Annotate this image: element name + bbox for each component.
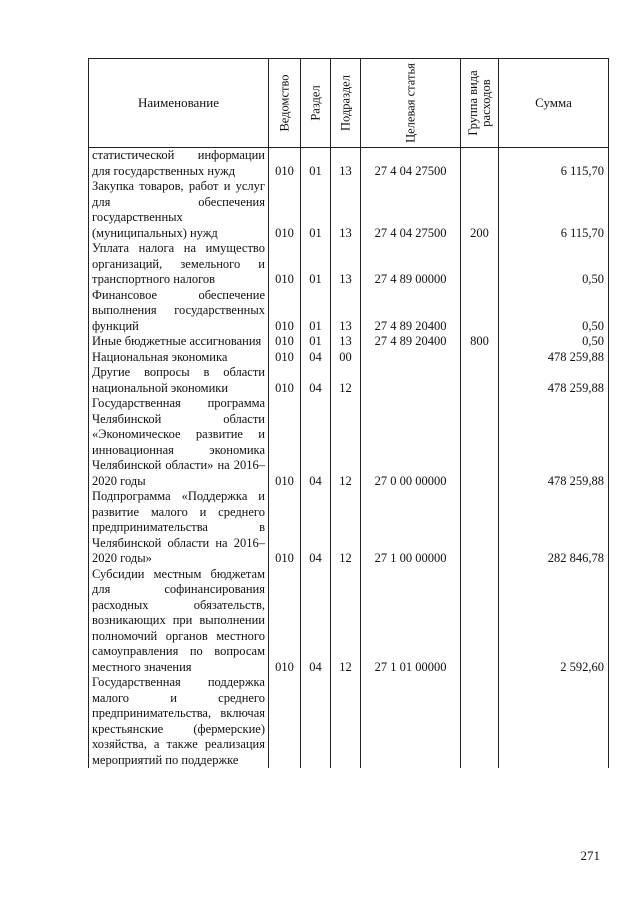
header-name: Наименование (89, 59, 269, 148)
row-name: Финансовое обеспечение выполнения государственных функций (89, 288, 269, 335)
table-row (89, 334, 609, 350)
row-group (461, 288, 499, 335)
table-row (89, 489, 609, 567)
row-subsection: 12 (331, 489, 361, 567)
row-subsection: 13 (331, 241, 361, 288)
header-dept-label: Ведомство (277, 74, 291, 132)
row-group: 200 (461, 179, 499, 241)
row-sum: 2 592,60 (499, 567, 609, 676)
row-sum (499, 675, 609, 768)
row-subsection: 12 (331, 396, 361, 489)
row-dept: 010 (269, 396, 301, 489)
row-subsection: 13 (331, 179, 361, 241)
row-dept: 010 (269, 489, 301, 567)
row-subsection: 12 (331, 365, 361, 396)
header-target (361, 59, 461, 148)
row-group (461, 350, 499, 366)
row-dept: 010 (269, 179, 301, 241)
row-sum: 0,50 (499, 334, 609, 350)
row-sum: 478 259,88 (499, 350, 609, 366)
row-name: Национальная экономика (89, 350, 269, 366)
row-section: 01 (301, 288, 331, 335)
row-subsection: 12 (331, 567, 361, 676)
row-target (361, 350, 461, 366)
row-dept: 010 (269, 567, 301, 676)
table-row (89, 365, 609, 396)
table-row (89, 288, 609, 335)
header-group (461, 59, 499, 148)
table-row (89, 179, 609, 241)
header-target-label: Целевая статья (403, 63, 417, 143)
row-sum: 6 115,70 (499, 179, 609, 241)
header-sum: Сумма (499, 59, 609, 148)
row-name: Государственная поддержка малого и среднего предпринимательства, включая крестьянские (фермерские) хозяйства, а также реализация мероприятий по поддержке (89, 675, 269, 768)
budget-table (88, 58, 609, 768)
table-row (89, 396, 609, 489)
row-subsection (331, 675, 361, 768)
row-group (461, 675, 499, 768)
row-dept (269, 675, 301, 768)
row-dept: 010 (269, 365, 301, 396)
row-section: 04 (301, 567, 331, 676)
row-name: Уплата налога на имущество организаций, земельного и транспортного налогов (89, 241, 269, 288)
row-section: 01 (301, 148, 331, 180)
table-row (89, 241, 609, 288)
header-section-label: Раздел (308, 85, 322, 121)
row-name: Подпрограмма «Поддержка и развитие малого и среднего предпринимательства в Челябинской области на 2016–2020 годы» (89, 489, 269, 567)
row-section (301, 675, 331, 768)
row-subsection: 13 (331, 148, 361, 180)
row-sum: 6 115,70 (499, 148, 609, 180)
row-name: Закупка товаров, работ и услуг для обеспечения государственных (муниципальных) нужд (89, 179, 269, 241)
row-target (361, 675, 461, 768)
row-target: 27 4 04 27500 (361, 148, 461, 180)
row-section: 04 (301, 396, 331, 489)
row-group (461, 365, 499, 396)
table-header (89, 59, 609, 148)
header-dept (269, 59, 301, 148)
row-target: 27 4 04 27500 (361, 179, 461, 241)
row-subsection: 00 (331, 350, 361, 366)
row-dept: 010 (269, 350, 301, 366)
header-subsection (331, 59, 361, 148)
table-body (89, 148, 609, 769)
table-row (89, 148, 609, 180)
row-group (461, 396, 499, 489)
row-target: 27 1 00 00000 (361, 489, 461, 567)
row-name: статистической информации для государственных нужд (89, 148, 269, 180)
row-group: 800 (461, 334, 499, 350)
row-group (461, 567, 499, 676)
row-target: 27 4 89 20400 (361, 334, 461, 350)
row-dept: 010 (269, 288, 301, 335)
row-name: Субсидии местным бюджетам для софинансирования расходных обязательств, возникающих при выполнении полномочий органов местного самоуправления по вопросам местного значения (89, 567, 269, 676)
row-group (461, 148, 499, 180)
header-section (301, 59, 331, 148)
row-section: 01 (301, 241, 331, 288)
header-subsection-label: Подраздел (338, 75, 352, 131)
row-dept: 010 (269, 148, 301, 180)
row-target: 27 4 89 00000 (361, 241, 461, 288)
table-row (89, 675, 609, 768)
table-row (89, 350, 609, 366)
row-section: 01 (301, 334, 331, 350)
page-number: 271 (580, 848, 600, 863)
row-subsection: 13 (331, 334, 361, 350)
row-subsection: 13 (331, 288, 361, 335)
row-sum: 478 259,88 (499, 365, 609, 396)
row-name: Государственная программа Челябинской области «Экономическое развитие и инновационная экономика Челябинской области» на 2016–2020 годы (89, 396, 269, 489)
row-sum: 0,50 (499, 241, 609, 288)
row-name: Другие вопросы в области национальной экономики (89, 365, 269, 396)
row-target: 27 0 00 00000 (361, 396, 461, 489)
row-sum: 0,50 (499, 288, 609, 335)
table-row (89, 567, 609, 676)
row-sum: 282 846,78 (499, 489, 609, 567)
row-section: 01 (301, 179, 331, 241)
row-name: Иные бюджетные ассигнования (89, 334, 269, 350)
row-sum: 478 259,88 (499, 396, 609, 489)
row-dept: 010 (269, 241, 301, 288)
row-target: 27 4 89 20400 (361, 288, 461, 335)
row-section: 04 (301, 365, 331, 396)
row-section: 04 (301, 489, 331, 567)
row-target: 27 1 01 00000 (361, 567, 461, 676)
row-group (461, 489, 499, 567)
header-group-label: Группа вида расходов (465, 70, 493, 136)
row-group (461, 241, 499, 288)
row-target (361, 365, 461, 396)
row-dept: 010 (269, 334, 301, 350)
row-section: 04 (301, 350, 331, 366)
